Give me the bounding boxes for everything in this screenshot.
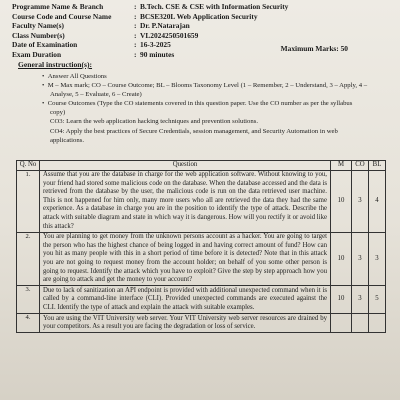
question-bl: 3 <box>369 232 386 286</box>
max-marks: Maximum Marks: 50 <box>280 44 348 53</box>
question-bl: 5 <box>369 286 386 314</box>
question-text: You are using the VIT University web server. Your VIT University web server resources are drained by your competitors. As a result you are facing the degradation or loss of service. <box>40 314 331 333</box>
table-row <box>17 232 386 286</box>
course-outcome: CO3: Learn the web application hacking techniques and prevention solutions. <box>50 118 259 126</box>
question-table <box>16 160 386 333</box>
header-m: M <box>331 161 352 171</box>
header-co: CO <box>352 161 369 171</box>
header-row: Course Code and Course Name : BCSE320L Web Application Security <box>12 11 258 21</box>
header-row: Date of Examination : 16-3-2025 <box>12 40 171 50</box>
instruction-item: • Course Outcomes (Type the CO statements covered in this question paper. Use the CO number as per the syllabus copy) <box>42 100 353 117</box>
question-number: 2. <box>17 232 40 286</box>
question-number: 3. <box>17 286 40 314</box>
table-row <box>17 286 386 314</box>
question-marks: 10 <box>331 232 352 286</box>
question-marks: 10 <box>331 286 352 314</box>
question-text: Assume that you are the database in charge for the web application software. Without knowing to you, your friend had stored some malicious code on the database. When the database accessed and the data is retrieved from the database by the user, the malicious code is run on the data retrieved user machine. This is not happened for him only, many more users who all are retrieved the data they had the same experience. As a database in charge you are in the position to identify the type of attack. Describe the attack with suitable diagram and state in which way it is dangerous. How will you rectify it or avoid like this attack? <box>40 170 331 232</box>
question-text: Due to lack of sanitization an API endpoint is provided with additional unexpected command when it is called by a command-line interface (CLI). Provided unexpected commands are executed against the CLI. Identify the type of attack and explain the attack with suitable examples. <box>40 286 331 314</box>
header-row: Faculty Name(s) : Dr. P.Natarajan <box>12 21 190 31</box>
table-row <box>17 314 386 333</box>
question-bl: 4 <box>369 170 386 232</box>
table-row <box>17 170 386 232</box>
question-co: 3 <box>352 170 369 232</box>
question-co: 3 <box>352 232 369 286</box>
question-co: 3 <box>352 286 369 314</box>
question-marks <box>331 314 352 333</box>
question-text: You are planning to get money from the unknown persons account as a hacker. You are going to target the person who has the highest chance of being logged in and having correct amount of fund? How can you hit as many people with this in a short period of time before it is detected? Note that in this attack you are not going to request money from the account holder; on behalf of you some other person is going to request. Identify the attack which you have to exploit? Give the step by step approach how you are going to attack and get the money to your account? <box>40 232 331 286</box>
instructions-list <box>38 72 368 145</box>
instructions-title: General instruction(s): <box>18 60 93 69</box>
header-bl: BL <box>369 161 386 171</box>
course-outcome: CO4: Apply the best practices of Secure Credentials, session management, and Security Automation in web applications. <box>50 127 338 144</box>
header-qno: Q. No <box>17 161 40 171</box>
question-number: 4. <box>17 314 40 333</box>
header-question: Question <box>40 161 331 171</box>
instruction-item: • Answer All Questions <box>42 73 107 80</box>
header-row: Programme Name & Branch : B.Tech. CSE & CSE with Information Security <box>12 2 289 11</box>
header-row: Exam Duration : 90 minutes <box>12 49 175 59</box>
question-bl <box>369 314 386 333</box>
instruction-item: • M – Max mark; CO – Course Outcome; BL – Blooms Taxonomy Level (1 – Remember, 2 – Understand, 3 – Apply, 4 – Analyse, 5 – Evaluate, 6 – Create) <box>42 82 368 99</box>
question-number: 1. <box>17 170 40 232</box>
question-co <box>352 314 369 333</box>
header-row: Class Number(s) : VL2024250501659 <box>12 30 199 40</box>
question-marks: 10 <box>331 170 352 232</box>
table-header-row <box>17 161 386 171</box>
